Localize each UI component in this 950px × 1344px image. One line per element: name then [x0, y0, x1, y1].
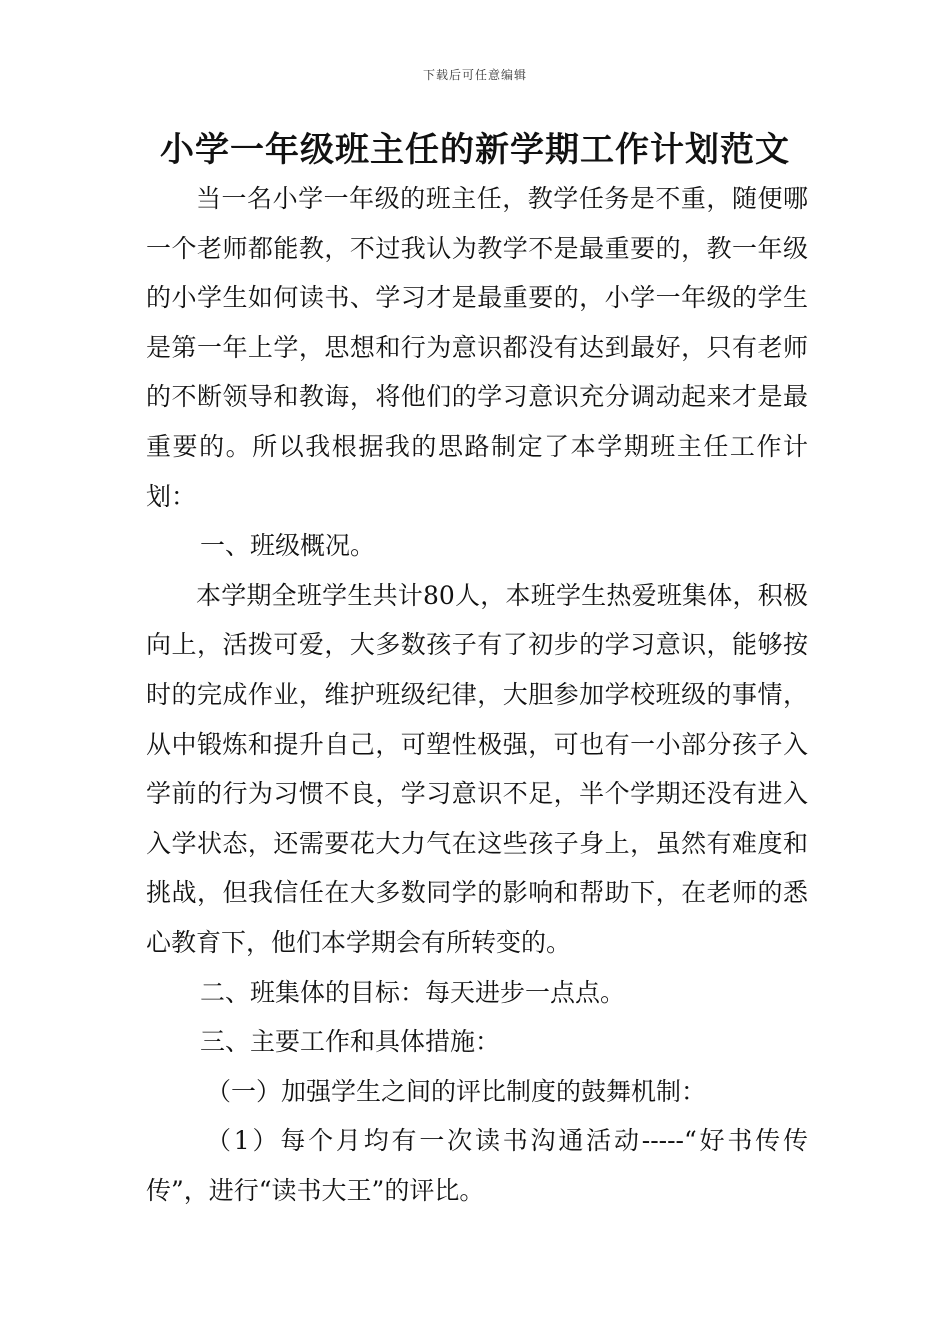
document-body — [146, 174, 808, 1215]
document-title: 小学一年级班主任的新学期工作计划范文 — [160, 130, 790, 170]
section-heading-measures: 三、主要工作和具体措施： — [200, 1027, 501, 1057]
subsection-heading-incentives: （一）加强学生之间的评比制度的鼓舞机制： — [206, 1076, 707, 1106]
section-heading-goal: 二、班集体的目标：每天进步一点点。 — [200, 977, 626, 1007]
class-overview-paragraph: 本学期全班学生共计80人，本班学生热爱班集体，积极向上，活拨可爱，大多数孩子有了初步的学习意识，能够按时的完成作业，维护班级纪律，大胆参加学校班级的事情，从中锻炼和提升自己，可塑性极强，可也有一小部分孩子入学前的行为习惯不良，学习意识不足，半个学期还没有进入入学状态，还需要花大力气在这些孩子身上，虽然有难度和挑战，但我信任在大多数同学的影响和帮助下，在老师的悉心教育下，他们本学期会有所转变的。 — [146, 580, 808, 957]
intro-paragraph: 当一名小学一年级的班主任，教学任务是不重，随便哪一个老师都能教，不过我认为教学不是最重要的，教一年级的小学生如何读书、学习才是最重要的，小学一年级的学生是第一年上学，思想和行为意识都没有达到最好，只有老师的不断领导和教诲，将他们的学习意识充分调动起来才是最重要的。所以我根据我的思路制定了本学期班主任工作计划： — [146, 184, 808, 511]
header-note: 下载后可任意编辑 — [422, 68, 527, 82]
section-heading-class-overview: 一、班级概况。 — [200, 531, 376, 561]
list-item-reading-activity: （1）每个月均有一次读书沟通活动-----“好书传传传”，进行“读书大王”的评比。 — [146, 1126, 808, 1205]
